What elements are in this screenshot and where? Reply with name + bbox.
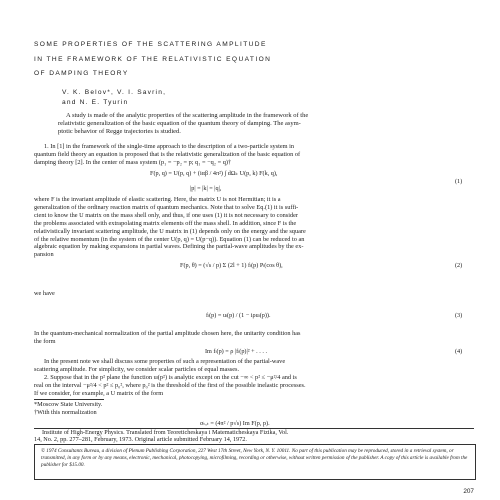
abstract-line: relativistic generalization of the basic equation of the quantum theory of damping. The asym-: [58, 120, 301, 128]
equation-1-main: F(p, q) = U(p, q) + (iαβ / 4π²) ∫ dΩₖ U(p, k) F(k, q),: [150, 170, 278, 177]
title-line-3: OF DAMPING THEORY: [34, 70, 129, 77]
authors-line-1: V. K. Belov*, V. I. Savrin,: [62, 89, 167, 96]
body-paragraph-4: [34, 330, 474, 346]
body-line: the form: [34, 337, 56, 345]
footnote-rule: [34, 399, 104, 400]
body-paragraph-3: [34, 290, 474, 298]
body-line: quantum field theory an equation is proposed that is the relativistic generalization of the basic equation of: [34, 150, 301, 158]
body-paragraph-2: [34, 196, 474, 259]
footnote-equation: σₜₒₜ = (4π² / p√s) Im F(p, p).: [200, 420, 270, 427]
body-paragraph-5: [34, 358, 474, 398]
body-line: relativistically invariant scattering amplitude, the U matrix in (1) depends only on the energy and the square: [34, 227, 306, 235]
footnote: *Moscow State University.: [34, 401, 103, 408]
body-line: If we consider, for example, a U matrix of the form: [34, 389, 164, 397]
equation-3: fₗ(p) = uₗ(p) / (1 − iρuₗ(p)).: [206, 312, 271, 319]
body-line: In the present note we shall discuss some properties of such a representation of the partial-wave: [44, 358, 286, 365]
body-line: cient to know the U matrix on the mass shell only, and thus, if one uses (1) it is not necessary to consider: [34, 211, 299, 219]
body-line: algebraic equation by making expansions in partial waves. Defining the partial-wave amplitudes by the ex-: [34, 243, 304, 251]
body-line: In the quantum-mechanical normalization of the partial amplitude chosen here, the unitarity condition has: [34, 330, 301, 337]
equation-2-number: (2): [455, 262, 463, 269]
body-line: damping theory [2]. In the center of mass system (p₁ = −p₂ = p; q₁ = −q₂ = q)†: [34, 158, 232, 166]
body-line: generalization of the ordinary reaction matrix of quantum mechanics. Note that to solve Eq.(1) it is suffi-: [34, 203, 299, 211]
title-line-1: SOME PROPERTIES OF THE SCATTERING AMPLITUDE: [34, 41, 267, 48]
copyright-notice: © 1974 Consultants Bureau, a division of Plenum Publishing Corporation, 227 West 17th Street, New York, N. Y. 10011. No part of this publication may be reproduced, stored in a retrieval system, or transmitted, in any form or by any means, electronic, mechanical, photocopying, microfilming, recording or otherwise, without written permission of the publisher. A copy of this article is available from the publisher for $15.00.: [41, 448, 468, 469]
body-line: real on the interval −μ²/4 < p² ≤ p₀², where p₀² is the threshold of the first of the possible inelastic processes.: [34, 381, 306, 389]
equation-3-number: (3): [455, 312, 463, 319]
abstract-line: ptotic behavior of Regge trajectories is studied.: [58, 128, 181, 136]
body-line: 1. In [1] in the framework of the single-time approach to the description of a two-particle system in: [44, 143, 295, 150]
equation-4: Im fₗ(p) = ρ |fₗ(p)|² + . . . .: [205, 348, 267, 355]
footnote: †With this normalization: [34, 408, 97, 416]
title-line-2: IN THE FRAMEWORK OF THE RELATIVISTIC EQUATION: [34, 56, 272, 63]
page-number: 207: [463, 488, 474, 495]
body-line: we have: [34, 290, 55, 297]
equation-2: F(p, θ) = (√s / p) Σ (2l + 1) fₗ(p) Pₗ(cos θ),: [180, 262, 283, 269]
body-line: scattering amplitude. For simplicity, we consider scalar particles of equal masses.: [34, 365, 240, 373]
footnotes: [34, 401, 234, 417]
abstract-line: A study is made of the analytic properties of the scattering amplitude in the framework of the: [66, 112, 309, 119]
equation-1-condition: |p| = |k| = |q|,: [190, 185, 222, 192]
authors-line-2: and N. E. Tyurin: [62, 99, 129, 106]
copyright-box: [34, 444, 476, 480]
abstract: [58, 112, 430, 136]
body-line: of the relative momentum (in the system of the center U(p, q) = U(p−q)). Equation (1) can be reduced to an: [34, 235, 305, 243]
equation-1-number: (1): [455, 178, 463, 185]
body-paragraph-1: [34, 143, 474, 167]
body-line: the problems associated with extrapolating matrix elements off the mass shell. In addition, since F is the: [34, 219, 297, 227]
source-line: Institute of High-Energy Physics. Translated from Teoreticheskaya i Matematicheskaya Fizika, Vol.: [42, 429, 289, 436]
equation-4-number: (4): [455, 348, 463, 355]
source-line: 14, No. 2, pp. 277–281, February, 1973. Original article submitted February 14, 1972.: [34, 436, 247, 443]
body-line: where F is the invariant amplitude of elastic scattering. Here, the matrix U is not Hermitian; it is a: [34, 196, 281, 203]
body-line: pansion: [34, 251, 54, 259]
body-line: 2. Suppose that in the p² plane the function uₗ(p²) is analytic except on the cut −∞ < p² ≤ −μ²/4 and is: [44, 373, 297, 381]
source-note-2: [34, 436, 474, 443]
